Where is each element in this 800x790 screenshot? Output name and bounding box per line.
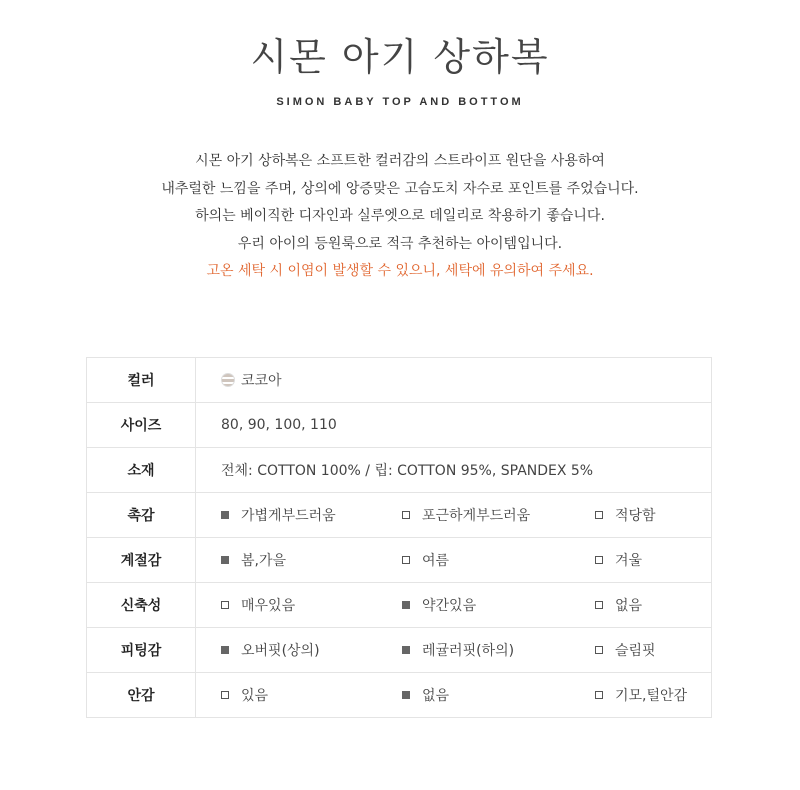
spec-label: 사이즈 bbox=[87, 403, 196, 448]
option-item bbox=[595, 640, 656, 660]
checkbox-icon bbox=[221, 511, 229, 519]
checkbox-icon bbox=[221, 646, 229, 654]
option-item bbox=[595, 595, 642, 615]
description-line: 우리 아이의 등원룩으로 적극 추천하는 아이템입니다. bbox=[237, 235, 563, 252]
option-label: 적당함 bbox=[615, 508, 656, 524]
option-item bbox=[221, 640, 402, 660]
option-label: 오버핏(상의) bbox=[241, 643, 320, 659]
checkbox-icon bbox=[402, 601, 410, 609]
washing-warning: 고온 세탁 시 이염이 발생할 수 있으니, 세탁에 유의하여 주세요. bbox=[206, 263, 594, 279]
size-value: 80, 90, 100, 110 bbox=[196, 403, 712, 448]
checkbox-icon bbox=[402, 691, 410, 699]
checkbox-icon bbox=[595, 601, 603, 609]
spec-row-texture bbox=[87, 493, 712, 538]
option-item bbox=[221, 505, 402, 525]
option-label: 봄,가을 bbox=[241, 553, 287, 569]
option-label: 매우있음 bbox=[241, 598, 296, 614]
page-subtitle: SIMON BABY TOP AND BOTTOM bbox=[276, 96, 524, 108]
option-group bbox=[221, 640, 711, 660]
option-item bbox=[221, 550, 402, 570]
checkbox-icon bbox=[595, 556, 603, 564]
page-title: 시몬 아기 상하복 bbox=[250, 35, 550, 79]
spec-row-stretch bbox=[87, 583, 712, 628]
spec-table bbox=[86, 357, 712, 718]
option-label: 없음 bbox=[615, 598, 643, 614]
product-description bbox=[0, 148, 800, 286]
option-item bbox=[402, 505, 595, 525]
option-item bbox=[402, 685, 595, 705]
option-item bbox=[595, 685, 687, 705]
option-label: 레귤러핏(하의) bbox=[422, 643, 515, 659]
description-line: 시몬 아기 상하복은 소프트한 컬러감의 스트라이프 원단을 사용하여 bbox=[195, 153, 605, 169]
spec-label: 소재 bbox=[87, 448, 196, 493]
option-label: 슬림핏 bbox=[615, 643, 656, 659]
option-group bbox=[221, 595, 711, 615]
option-item bbox=[402, 550, 595, 570]
option-label: 없음 bbox=[422, 688, 450, 704]
material-value: 전체: COTTON 100% / 립: COTTON 95%, SPANDEX 5% bbox=[196, 448, 712, 493]
spec-label: 피팅감 bbox=[87, 628, 196, 673]
spec-label: 촉감 bbox=[87, 493, 196, 538]
striped-swatch-icon bbox=[221, 373, 235, 387]
spec-row-material bbox=[87, 448, 712, 493]
option-label: 포근하게부드러움 bbox=[422, 508, 531, 524]
description-line: 내추럴한 느낌을 주며, 상의에 앙증맞은 고슴도치 자수로 포인트를 주었습니다. bbox=[161, 180, 639, 197]
option-label: 겨울 bbox=[615, 553, 643, 569]
checkbox-icon bbox=[402, 556, 410, 564]
spec-label: 안감 bbox=[87, 673, 196, 718]
option-item bbox=[402, 595, 595, 615]
spec-row-fit bbox=[87, 628, 712, 673]
option-item bbox=[221, 595, 402, 615]
option-label: 가볍게부드러움 bbox=[241, 508, 336, 524]
spec-label: 컬러 bbox=[87, 358, 196, 403]
checkbox-icon bbox=[221, 556, 229, 564]
option-item bbox=[595, 505, 656, 525]
checkbox-icon bbox=[402, 646, 410, 654]
checkbox-icon bbox=[595, 691, 603, 699]
option-group bbox=[221, 505, 711, 525]
description-line: 하의는 베이직한 디자인과 실루엣으로 데일리로 착용하기 좋습니다. bbox=[195, 208, 605, 224]
option-label: 여름 bbox=[422, 553, 450, 569]
checkbox-icon bbox=[595, 511, 603, 519]
option-item bbox=[595, 550, 642, 570]
spec-row-season bbox=[87, 538, 712, 583]
checkbox-icon bbox=[221, 691, 229, 699]
option-label: 약간있음 bbox=[422, 598, 477, 614]
checkbox-icon bbox=[402, 511, 410, 519]
checkbox-icon bbox=[221, 601, 229, 609]
option-item bbox=[221, 685, 402, 705]
checkbox-icon bbox=[595, 646, 603, 654]
spec-row-lining bbox=[87, 673, 712, 718]
option-group bbox=[221, 550, 711, 570]
option-label: 기모,털안감 bbox=[615, 688, 688, 704]
color-value: 코코아 bbox=[241, 372, 282, 389]
spec-row-color bbox=[87, 358, 712, 403]
spec-row-size bbox=[87, 403, 712, 448]
option-group bbox=[221, 685, 711, 705]
option-label: 있음 bbox=[241, 688, 269, 704]
spec-label: 신축성 bbox=[87, 583, 196, 628]
spec-label: 계절감 bbox=[87, 538, 196, 583]
option-item bbox=[402, 640, 595, 660]
spec-value bbox=[196, 358, 712, 403]
